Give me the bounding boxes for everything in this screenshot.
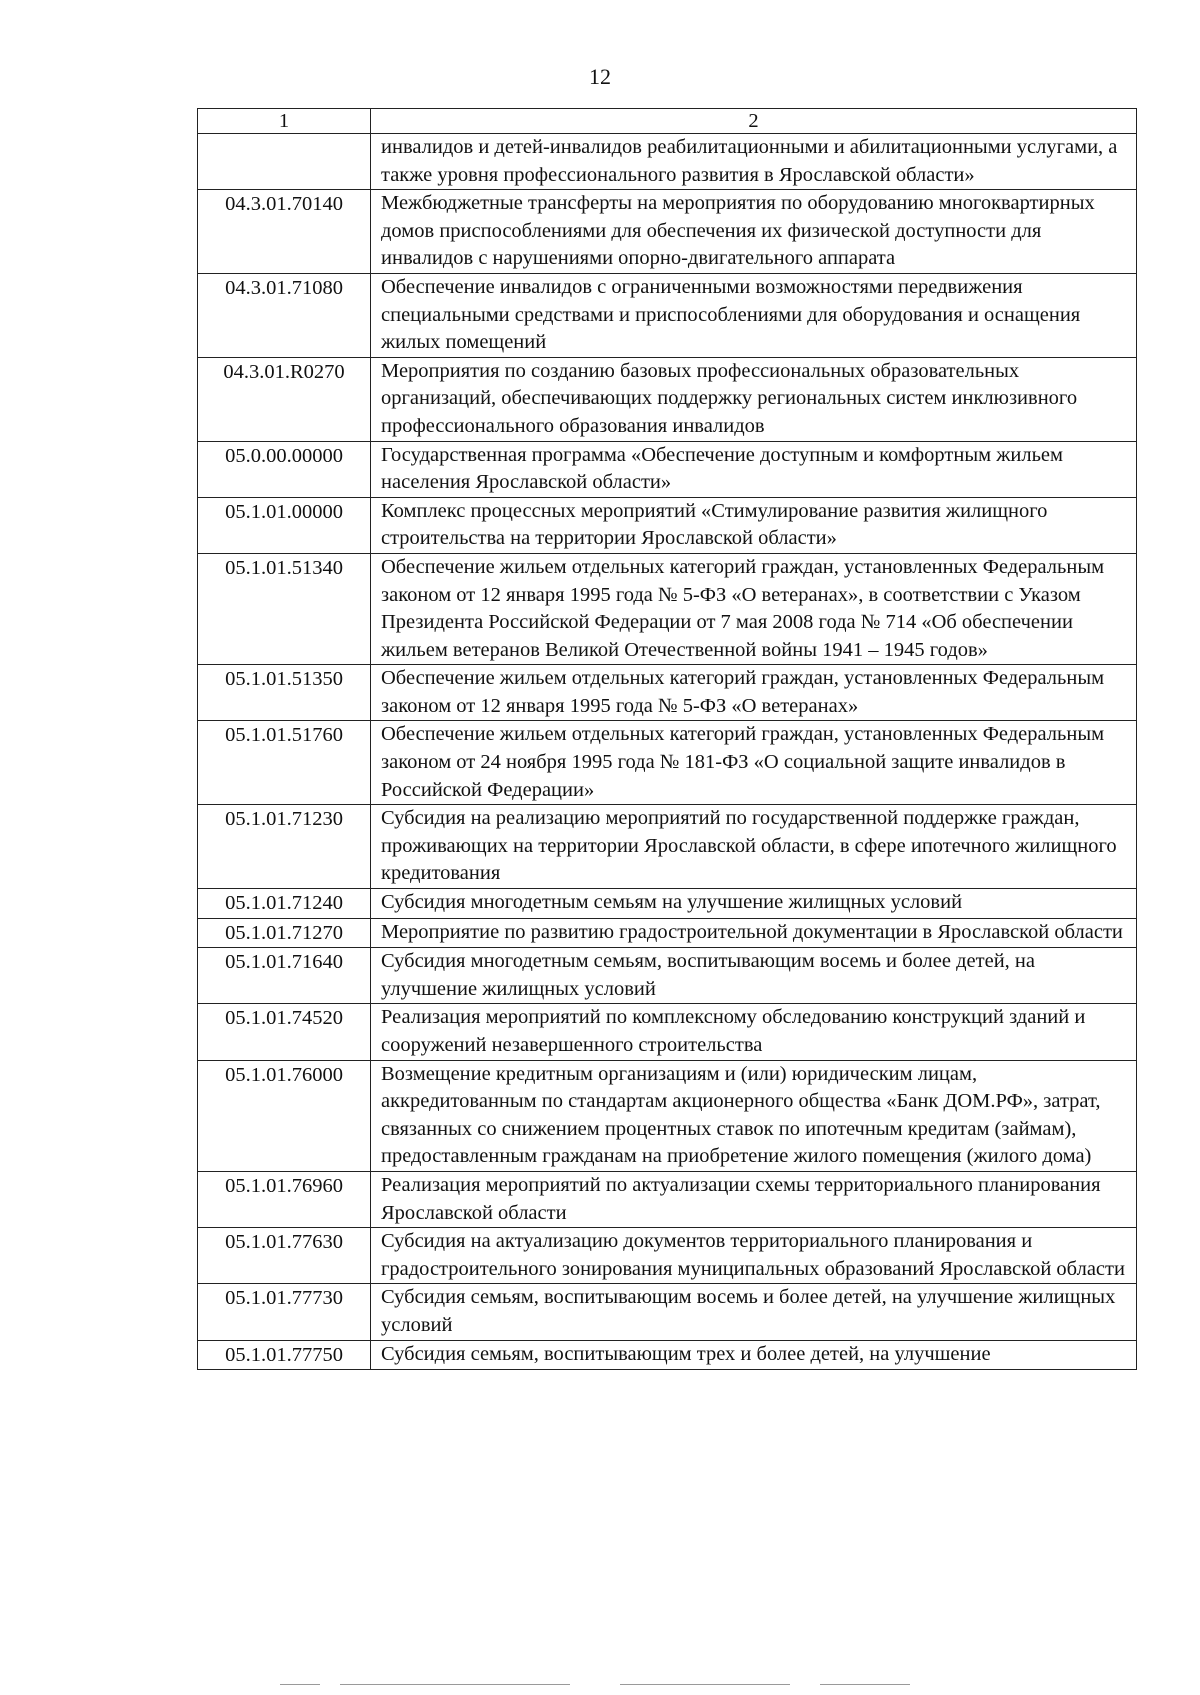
row-description-cell: Межбюджетные трансферты на мероприятия по оборудованию многоквартирных домов приспособлениями для обеспечения их физической доступности для инвалидов с нарушениями опорно-двигательного аппарата (371, 190, 1137, 274)
row-code-cell: 05.1.01.77750 (198, 1340, 371, 1370)
row-description-cell: Комплекс процессных мероприятий «Стимулирование развития жилищного строительства на территории Ярославской области» (371, 497, 1137, 553)
row-code-cell: 04.3.01.71080 (198, 273, 371, 357)
table-body (198, 109, 1137, 1370)
row-code-cell: 05.1.01.76960 (198, 1171, 371, 1227)
scan-artifact-line (280, 1684, 320, 1685)
row-description-cell: Обеспечение жильем отдельных категорий граждан, установленных Федеральным законом от 12 января 1995 года № 5-ФЗ «О ветеранах» (371, 665, 1137, 721)
row-code-cell: 05.1.01.77730 (198, 1284, 371, 1340)
table-row (198, 134, 1137, 190)
table-row (198, 665, 1137, 721)
table-row (198, 1284, 1137, 1340)
table-row (198, 721, 1137, 805)
row-description-cell: Государственная программа «Обеспечение доступным и комфортным жильем населения Ярославской области» (371, 441, 1137, 497)
row-description-cell: инвалидов и детей-инвалидов реабилитационными и абилитационными услугами, а также уровня профессионального развития в Ярославской области» (371, 134, 1137, 190)
table-row (198, 948, 1137, 1004)
row-code-cell: 05.1.01.51340 (198, 553, 371, 664)
row-description-cell: Субсидия многодетным семьям на улучшение жилищных условий (371, 889, 1137, 919)
row-code-cell: 05.1.01.77630 (198, 1228, 371, 1284)
table-row (198, 357, 1137, 441)
budget-classification-table (197, 108, 1137, 1370)
row-code-cell: 05.1.01.71270 (198, 918, 371, 948)
row-description-cell: Обеспечение жильем отдельных категорий граждан, установленных Федеральным законом от 24 ноября 1995 года № 181-ФЗ «О социальной защите инвалидов в Российской Федерации» (371, 721, 1137, 805)
row-code-cell: 05.1.01.71640 (198, 948, 371, 1004)
row-code-cell: 05.1.01.00000 (198, 497, 371, 553)
column-header-description: 2 (371, 109, 1137, 134)
table-row (198, 190, 1137, 274)
table-row (198, 441, 1137, 497)
table-header-row (198, 109, 1137, 134)
table-row (198, 1340, 1137, 1370)
row-description-cell: Обеспечение инвалидов с ограниченными возможностями передвижения специальными средствами и приспособлениями для оборудования и оснащения жилых помещений (371, 273, 1137, 357)
row-description-cell: Субсидия семьям, воспитывающим восемь и более детей, на улучшение жилищных условий (371, 1284, 1137, 1340)
table-row (198, 1228, 1137, 1284)
row-description-cell: Субсидия на актуализацию документов территориального планирования и градостроительного зонирования муниципальных образований Ярославской области (371, 1228, 1137, 1284)
row-code-cell (198, 134, 371, 190)
row-description-cell: Мероприятие по развитию градостроительной документации в Ярославской области (371, 918, 1137, 948)
row-description-cell: Обеспечение жильем отдельных категорий граждан, установленных Федеральным законом от 12 января 1995 года № 5-ФЗ «О ветеранах», в соответствии с Указом Президента Российской Федерации от 7 мая 2008 года № 714 «Об обеспечении жильем ветеранов Великой Отечественной войны 1941 – 1945 годов» (371, 553, 1137, 664)
table-row (198, 805, 1137, 889)
row-code-cell: 05.0.00.00000 (198, 441, 371, 497)
row-description-cell: Реализация мероприятий по комплексному обследованию конструкций зданий и сооружений незавершенного строительства (371, 1004, 1137, 1060)
table-row (198, 273, 1137, 357)
scan-artifact-line (820, 1684, 910, 1685)
row-description-cell: Субсидия многодетным семьям, воспитывающим восемь и более детей, на улучшение жилищных условий (371, 948, 1137, 1004)
page-number: 12 (589, 64, 611, 89)
scan-artifact-line (620, 1684, 790, 1685)
table-row (198, 918, 1137, 948)
row-description-cell: Возмещение кредитным организациям и (или) юридическим лицам, аккредитованным по стандартам акционерного общества «Банк ДОМ.РФ», затрат, связанных со снижением процентных ставок по ипотечным кредитам (займам), предоставленным гражданам на приобретение жилого помещения (жилого дома) (371, 1060, 1137, 1171)
row-description-cell: Реализация мероприятий по актуализации схемы территориального планирования Ярославской области (371, 1171, 1137, 1227)
table-row (198, 889, 1137, 919)
row-description-cell: Субсидия семьям, воспитывающим трех и более детей, на улучшение (371, 1340, 1137, 1370)
row-code-cell: 05.1.01.71240 (198, 889, 371, 919)
table-row (198, 1004, 1137, 1060)
row-code-cell: 05.1.01.51760 (198, 721, 371, 805)
column-header-code: 1 (198, 109, 371, 134)
row-code-cell: 05.1.01.74520 (198, 1004, 371, 1060)
row-description-cell: Мероприятия по созданию базовых профессиональных образовательных организаций, обеспечивающих поддержку региональных систем инклюзивного профессионального образования инвалидов (371, 357, 1137, 441)
row-code-cell: 05.1.01.76000 (198, 1060, 371, 1171)
row-description-cell: Субсидия на реализацию мероприятий по государственной поддержке граждан, проживающих на территории Ярославской области, в сфере ипотечного жилищного кредитования (371, 805, 1137, 889)
row-code-cell: 05.1.01.71230 (198, 805, 371, 889)
table-row (198, 553, 1137, 664)
table-row (198, 497, 1137, 553)
row-code-cell: 05.1.01.51350 (198, 665, 371, 721)
row-code-cell: 04.3.01.70140 (198, 190, 371, 274)
table-row (198, 1060, 1137, 1171)
row-code-cell: 04.3.01.R0270 (198, 357, 371, 441)
scan-artifact-line (340, 1684, 570, 1685)
table-row (198, 1171, 1137, 1227)
